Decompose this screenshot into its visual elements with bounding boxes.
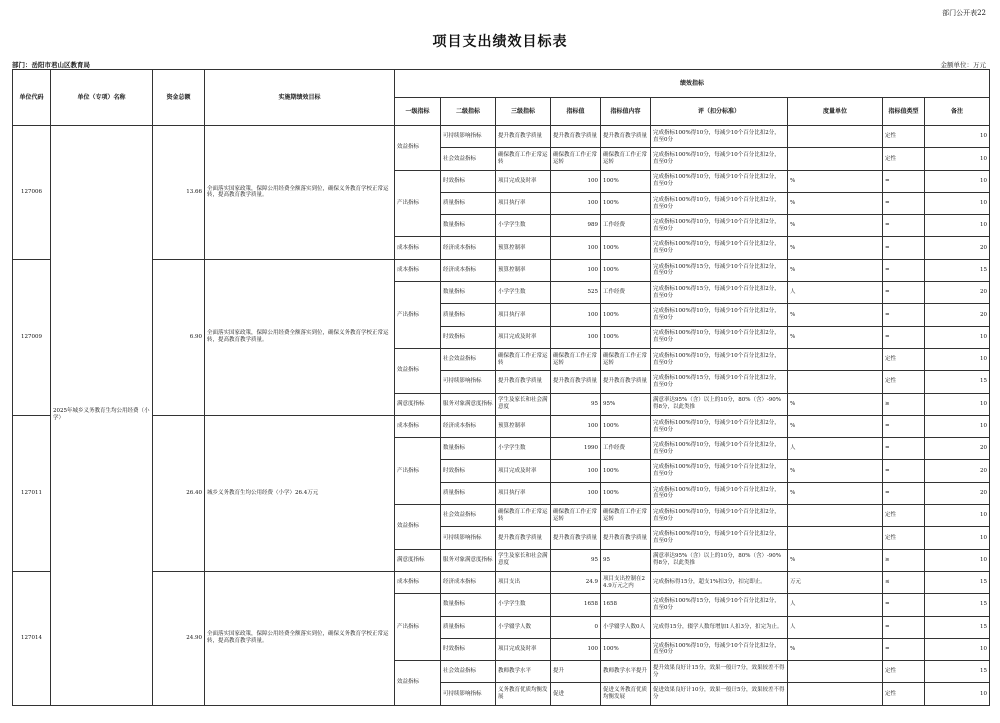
measure-unit-cell <box>788 126 883 148</box>
level2-cell: 数量指标 <box>441 594 496 616</box>
value-cell: 100 <box>551 259 601 281</box>
value-cell: 989 <box>551 215 601 237</box>
remark-cell: 10 <box>925 170 990 192</box>
value-content-cell: 95% <box>601 393 651 415</box>
measure-unit-cell: % <box>788 460 883 482</box>
value-type-cell: = <box>883 215 925 237</box>
value-cell: 100 <box>551 482 601 504</box>
goal-cell: 全面落实国家政策，保障公用经费全额落实到位，确保义务教育学校正常运转，提高教育教学质量。 <box>205 126 395 260</box>
level2-cell: 可持续影响指标 <box>441 126 496 148</box>
total-funds-cell: 13.66 <box>153 126 205 260</box>
remark-cell: 10 <box>925 683 990 705</box>
remark-cell: 20 <box>925 438 990 460</box>
col-level3: 三级指标 <box>496 98 551 126</box>
level1-cell: 效益指标 <box>395 505 441 550</box>
level3-cell: 项目执行率 <box>496 304 551 326</box>
measure-unit-cell: 人 <box>788 438 883 460</box>
level3-cell: 提升教育教学质量 <box>496 126 551 148</box>
value-type-cell: 定性 <box>883 348 925 370</box>
goal-cell: 全面落实国家政策，保障公用经费全额落实到位，确保义务教育学校正常运转，提高教育教学质量。 <box>205 259 395 415</box>
value-cell: 提升教育教学质量 <box>551 371 601 393</box>
level3-cell: 确保教育工作正常运转 <box>496 348 551 370</box>
col-total-funds: 资金总额 <box>153 70 205 126</box>
measure-unit-cell: % <box>788 192 883 214</box>
value-cell: 100 <box>551 304 601 326</box>
remark-cell: 10 <box>925 527 990 549</box>
level2-cell: 社会效益指标 <box>441 148 496 170</box>
col-remark: 备注 <box>925 98 990 126</box>
unit-code-cell: 127009 <box>13 259 51 415</box>
measure-unit-cell: % <box>788 259 883 281</box>
total-funds-cell: 24.90 <box>153 571 205 705</box>
remark-cell: 15 <box>925 661 990 683</box>
level3-cell: 项目完成及时率 <box>496 460 551 482</box>
measure-unit-cell: % <box>788 215 883 237</box>
amount-unit-label: 金额单位：万元 <box>940 61 986 69</box>
value-cell: 提升教育教学质量 <box>551 126 601 148</box>
value-type-cell: = <box>883 259 925 281</box>
remark-cell: 20 <box>925 282 990 304</box>
value-content-cell: 促进义务教育优质均衡发展 <box>601 683 651 705</box>
scoring-cell: 满意率达95%（含）以上的10分，80%（含）-90%得8分，以此类推 <box>651 549 788 571</box>
remark-cell: 10 <box>925 148 990 170</box>
remark-cell: 15 <box>925 616 990 638</box>
level2-cell: 经济成本指标 <box>441 259 496 281</box>
value-content-cell: 工作经费 <box>601 282 651 304</box>
remark-cell: 10 <box>925 549 990 571</box>
level2-cell: 可持续影响指标 <box>441 527 496 549</box>
value-cell: 100 <box>551 326 601 348</box>
value-type-cell: = <box>883 460 925 482</box>
level3-cell: 小学辍学人数 <box>496 616 551 638</box>
value-content-cell: 100% <box>601 460 651 482</box>
scoring-cell: 完成指标100%得15分，每减少10个百分比扣2分，直至0分 <box>651 594 788 616</box>
remark-cell: 10 <box>925 326 990 348</box>
value-type-cell: = <box>883 594 925 616</box>
value-content-cell: 提升教育教学质量 <box>601 371 651 393</box>
level3-cell: 义务教育优质均衡发展 <box>496 683 551 705</box>
value-type-cell: 定性 <box>883 148 925 170</box>
measure-unit-cell <box>788 148 883 170</box>
value-content-cell: 1658 <box>601 594 651 616</box>
value-cell: 100 <box>551 415 601 437</box>
value-content-cell: 工作经费 <box>601 215 651 237</box>
level3-cell: 预算控制率 <box>496 237 551 259</box>
col-goal: 实施期绩效目标 <box>205 70 395 126</box>
level1-cell: 成本指标 <box>395 571 441 593</box>
scoring-cell: 提升效果良好计15分，效果一般计7分，效果较差不得分 <box>651 661 788 683</box>
value-type-cell: = <box>883 304 925 326</box>
remark-cell: 10 <box>925 505 990 527</box>
remark-cell: 15 <box>925 371 990 393</box>
unit-code-cell: 127006 <box>13 126 51 260</box>
value-content-cell: 确保教育工作正常运转 <box>601 505 651 527</box>
value-type-cell: ≥ <box>883 549 925 571</box>
scoring-cell: 完成得15分，辍学人数每增加1人扣3分，扣完为止。 <box>651 616 788 638</box>
performance-target-table <box>12 69 990 706</box>
level1-cell: 满意度指标 <box>395 393 441 415</box>
level1-cell: 成本指标 <box>395 415 441 437</box>
level3-cell: 教师教学水平 <box>496 661 551 683</box>
measure-unit-cell <box>788 505 883 527</box>
remark-cell: 10 <box>925 393 990 415</box>
scoring-cell: 完成指标100%得10分，每减少10个百分比扣2分，直至0分 <box>651 415 788 437</box>
value-type-cell: ≤ <box>883 571 925 593</box>
table-row <box>13 571 990 593</box>
scoring-cell: 完成指标100%得10分，每减少10个百分比扣2分，直至0分 <box>651 460 788 482</box>
value-type-cell: 定性 <box>883 661 925 683</box>
value-type-cell: = <box>883 237 925 259</box>
level2-cell: 质量指标 <box>441 616 496 638</box>
value-content-cell: 100% <box>601 192 651 214</box>
measure-unit-cell: % <box>788 638 883 660</box>
value-type-cell: = <box>883 616 925 638</box>
level2-cell: 经济成本指标 <box>441 415 496 437</box>
level3-cell: 提升教育教学质量 <box>496 371 551 393</box>
total-funds-cell: 6.90 <box>153 259 205 415</box>
value-type-cell: 定性 <box>883 505 925 527</box>
level2-cell: 质量指标 <box>441 482 496 504</box>
level2-cell: 社会效益指标 <box>441 661 496 683</box>
value-content-cell: 工作经费 <box>601 438 651 460</box>
level2-cell: 经济成本指标 <box>441 237 496 259</box>
value-cell: 确保教育工作正常运转 <box>551 348 601 370</box>
level3-cell: 项目完成及时率 <box>496 170 551 192</box>
value-type-cell: = <box>883 282 925 304</box>
measure-unit-cell <box>788 371 883 393</box>
value-cell: 提升 <box>551 661 601 683</box>
level3-cell: 学生及家长和社会满意度 <box>496 549 551 571</box>
value-content-cell: 95 <box>601 549 651 571</box>
level1-cell: 产出指标 <box>395 438 441 505</box>
scoring-cell: 完成指标得15分，超支1%扣3分，扣完即止。 <box>651 571 788 593</box>
col-performance-indicators: 绩效指标 <box>395 70 990 98</box>
scoring-cell: 完成指标100%得15分，每减少10个百分比扣2分，直至0分 <box>651 371 788 393</box>
value-content-cell: 确保教育工作正常运转 <box>601 148 651 170</box>
level3-cell: 项目完成及时率 <box>496 326 551 348</box>
measure-unit-cell: % <box>788 549 883 571</box>
col-value: 指标值 <box>551 98 601 126</box>
remark-cell: 10 <box>925 192 990 214</box>
value-type-cell: 定性 <box>883 683 925 705</box>
col-measure-unit: 度量单位 <box>788 98 883 126</box>
scoring-cell: 完成指标100%得10分，每减少10个百分比扣2分，直至0分 <box>651 170 788 192</box>
value-type-cell: = <box>883 482 925 504</box>
measure-unit-cell: 人 <box>788 616 883 638</box>
col-scoring: 评（扣分标准） <box>651 98 788 126</box>
remark-cell: 20 <box>925 304 990 326</box>
level3-cell: 项目支出 <box>496 571 551 593</box>
measure-unit-cell: % <box>788 170 883 192</box>
value-cell: 95 <box>551 393 601 415</box>
measure-unit-cell: 万元 <box>788 571 883 593</box>
value-type-cell: = <box>883 170 925 192</box>
value-cell: 确保教育工作正常运转 <box>551 505 601 527</box>
level3-cell: 学生及家长和社会满意度 <box>496 393 551 415</box>
goal-cell: 全面落实国家政策，保障公用经费全额落实到位，确保义务教育学校正常运转，提高教育教学质量。 <box>205 571 395 705</box>
value-content-cell: 100% <box>601 482 651 504</box>
level1-cell: 满意度指标 <box>395 549 441 571</box>
measure-unit-cell: % <box>788 304 883 326</box>
value-cell: 促进 <box>551 683 601 705</box>
level2-cell: 质量指标 <box>441 192 496 214</box>
level2-cell: 社会效益指标 <box>441 348 496 370</box>
level1-cell: 产出指标 <box>395 170 441 237</box>
scoring-cell: 完成指标100%得10分，每减少10个百分比扣2分，直至0分 <box>651 438 788 460</box>
value-type-cell: = <box>883 192 925 214</box>
value-type-cell: 定性 <box>883 527 925 549</box>
measure-unit-cell: % <box>788 415 883 437</box>
scoring-cell: 完成指标100%得10分，每减少10个百分比扣2分，直至0分 <box>651 482 788 504</box>
col-value-content: 指标值内容 <box>601 98 651 126</box>
scoring-cell: 完成指标100%得10分，每减少10个百分比扣2分，直至0分 <box>651 505 788 527</box>
page-title: 项目支出绩效目标表 <box>432 34 568 50</box>
level2-cell: 服务对象满意度指标 <box>441 549 496 571</box>
scoring-cell: 完成指标100%得15分，每减少10个百分比扣2分，直至0分 <box>651 259 788 281</box>
col-value-type: 指标值类型 <box>883 98 925 126</box>
scoring-cell: 完成指标100%得10分，每减少10个百分比扣2分，直至0分 <box>651 237 788 259</box>
value-content-cell: 项目支出控制在24.9万元之内 <box>601 571 651 593</box>
measure-unit-cell: % <box>788 237 883 259</box>
level3-cell: 小学学生数 <box>496 594 551 616</box>
value-content-cell: 100% <box>601 415 651 437</box>
level1-cell: 产出指标 <box>395 594 441 661</box>
value-content-cell: 100% <box>601 259 651 281</box>
measure-unit-cell <box>788 348 883 370</box>
level2-cell: 数量指标 <box>441 438 496 460</box>
measure-unit-cell <box>788 661 883 683</box>
level2-cell: 数量指标 <box>441 282 496 304</box>
scoring-cell: 完成指标100%得15分，每减少10个百分比扣2分，直至0分 <box>651 282 788 304</box>
scoring-cell: 完成指标100%得10分，每减少10个百分比扣2分，直至0分 <box>651 304 788 326</box>
value-cell: 确保教育工作正常运转 <box>551 148 601 170</box>
scoring-cell: 完成指标100%得10分，每减少10个百分比扣2分，直至0分 <box>651 148 788 170</box>
value-type-cell: = <box>883 638 925 660</box>
value-cell: 提升教育教学质量 <box>551 527 601 549</box>
level3-cell: 确保教育工作正常运转 <box>496 148 551 170</box>
value-content-cell: 100% <box>601 638 651 660</box>
value-type-cell: = <box>883 415 925 437</box>
remark-cell: 10 <box>925 348 990 370</box>
remark-cell: 20 <box>925 237 990 259</box>
value-content-cell: 提升教育教学质量 <box>601 527 651 549</box>
value-content-cell: 100% <box>601 326 651 348</box>
value-cell: 525 <box>551 282 601 304</box>
remark-cell: 15 <box>925 259 990 281</box>
table-row <box>13 415 990 437</box>
level2-cell: 经济成本指标 <box>441 571 496 593</box>
col-level1: 一级指标 <box>395 98 441 126</box>
remark-cell: 15 <box>925 594 990 616</box>
scoring-cell: 满意率达95%（含）以上的10分，80%（含）-90%得8分，以此类推 <box>651 393 788 415</box>
level2-cell: 时效指标 <box>441 170 496 192</box>
measure-unit-cell: % <box>788 393 883 415</box>
level1-cell: 效益指标 <box>395 661 441 706</box>
level3-cell: 确保教育工作正常运转 <box>496 505 551 527</box>
level3-cell: 预算控制率 <box>496 415 551 437</box>
level1-cell: 产出指标 <box>395 282 441 349</box>
measure-unit-cell: % <box>788 482 883 504</box>
value-content-cell: 确保教育工作正常运转 <box>601 348 651 370</box>
value-content-cell: 100% <box>601 237 651 259</box>
scoring-cell: 完成指标100%得10分，每减少10个百分比扣2分，直至0分 <box>651 527 788 549</box>
level1-cell: 效益指标 <box>395 126 441 171</box>
col-unit-code: 单位代码 <box>13 70 51 126</box>
measure-unit-cell <box>788 683 883 705</box>
remark-cell: 10 <box>925 126 990 148</box>
value-type-cell: 定性 <box>883 126 925 148</box>
level3-cell: 提升教育教学质量 <box>496 527 551 549</box>
value-type-cell: = <box>883 438 925 460</box>
remark-cell: 10 <box>925 215 990 237</box>
table-row <box>13 259 990 281</box>
level2-cell: 数量指标 <box>441 215 496 237</box>
department-label: 部门：岳阳市君山区教育局 <box>12 61 90 69</box>
page-corner-label: 部门公开表22 <box>942 9 986 17</box>
level2-cell: 时效指标 <box>441 460 496 482</box>
level2-cell: 服务对象满意度指标 <box>441 393 496 415</box>
level3-cell: 小学学生数 <box>496 215 551 237</box>
value-cell: 100 <box>551 170 601 192</box>
total-funds-cell: 26.40 <box>153 415 205 571</box>
level3-cell: 小学学生数 <box>496 282 551 304</box>
value-type-cell: ≥ <box>883 393 925 415</box>
level1-cell: 成本指标 <box>395 237 441 259</box>
value-content-cell: 100% <box>601 170 651 192</box>
scoring-cell: 完成指标100%得10分，每减少10个百分比扣2分，直至0分 <box>651 638 788 660</box>
level2-cell: 社会效益指标 <box>441 505 496 527</box>
measure-unit-cell: 人 <box>788 282 883 304</box>
measure-unit-cell <box>788 527 883 549</box>
scoring-cell: 促进效果良好计10分，效果一般计5分，效果较差不得分 <box>651 683 788 705</box>
col-project-name: 单位（专项）名称 <box>51 70 153 126</box>
value-cell: 1658 <box>551 594 601 616</box>
value-cell: 100 <box>551 237 601 259</box>
value-type-cell: = <box>883 326 925 348</box>
table-row <box>13 126 990 148</box>
level1-cell: 成本指标 <box>395 259 441 281</box>
scoring-cell: 完成指标100%得10分，每减少10个百分比扣2分，直至0分 <box>651 326 788 348</box>
value-content-cell: 小学辍学人数0人 <box>601 616 651 638</box>
value-cell: 0 <box>551 616 601 638</box>
value-content-cell: 教师教学水平提升 <box>601 661 651 683</box>
level3-cell: 预算控制率 <box>496 259 551 281</box>
level2-cell: 质量指标 <box>441 304 496 326</box>
level2-cell: 可持续影响指标 <box>441 683 496 705</box>
value-cell: 24.9 <box>551 571 601 593</box>
col-level2: 二级指标 <box>441 98 496 126</box>
unit-code-cell: 127011 <box>13 415 51 571</box>
remark-cell: 10 <box>925 638 990 660</box>
remark-cell: 15 <box>925 571 990 593</box>
remark-cell: 20 <box>925 460 990 482</box>
remark-cell: 20 <box>925 482 990 504</box>
measure-unit-cell: 人 <box>788 594 883 616</box>
level3-cell: 项目完成及时率 <box>496 638 551 660</box>
value-content-cell: 100% <box>601 304 651 326</box>
value-cell: 100 <box>551 460 601 482</box>
scoring-cell: 完成指标100%得10分，每减少10个百分比扣2分，直至0分 <box>651 192 788 214</box>
level2-cell: 可持续影响指标 <box>441 371 496 393</box>
remark-cell: 10 <box>925 415 990 437</box>
value-cell: 1990 <box>551 438 601 460</box>
level3-cell: 小学学生数 <box>496 438 551 460</box>
measure-unit-cell: % <box>788 326 883 348</box>
project-name-cell: 2025年城乡义务教育生均公用经费（小学） <box>51 126 153 706</box>
unit-code-cell: 127014 <box>13 571 51 705</box>
level3-cell: 项目执行率 <box>496 482 551 504</box>
scoring-cell: 完成指标100%得10分，每减少10个百分比扣2分，直至0分 <box>651 348 788 370</box>
value-content-cell: 提升教育教学质量 <box>601 126 651 148</box>
scoring-cell: 完成指标100%得10分，每减少10个百分比扣2分，直至0分 <box>651 126 788 148</box>
value-cell: 100 <box>551 192 601 214</box>
scoring-cell: 完成指标100%得10分，每减少10个百分比扣2分，直至0分 <box>651 215 788 237</box>
level2-cell: 时效指标 <box>441 638 496 660</box>
value-type-cell: 定性 <box>883 371 925 393</box>
value-cell: 100 <box>551 638 601 660</box>
level1-cell: 效益指标 <box>395 348 441 393</box>
level2-cell: 时效指标 <box>441 326 496 348</box>
value-cell: 95 <box>551 549 601 571</box>
level3-cell: 项目执行率 <box>496 192 551 214</box>
goal-cell: 城乡义务教育生均公用经费（小学）26.4万元 <box>205 415 395 571</box>
